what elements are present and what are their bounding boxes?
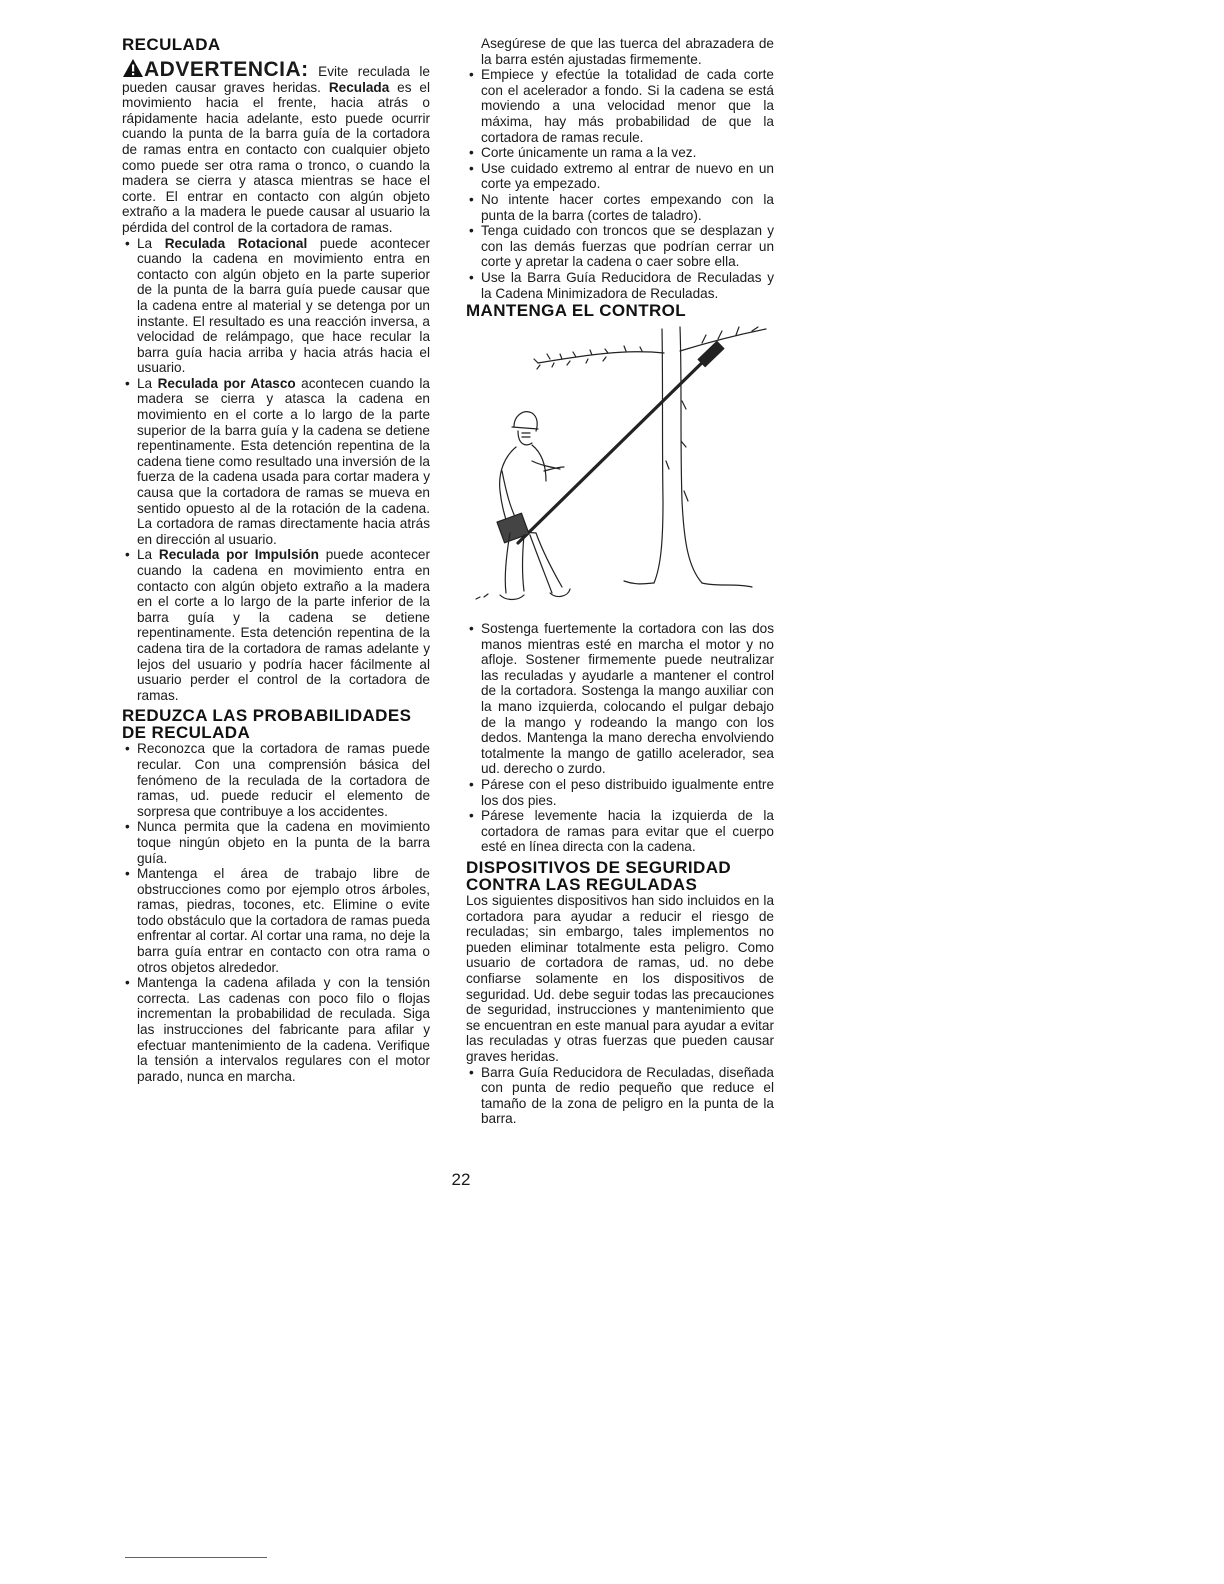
- right-column: [466, 36, 774, 1127]
- continuation-text: Asegúrese de que las tuerca del abrazadera de la barra estén ajustadas firmemente.: [481, 36, 774, 67]
- dispositivos-list: [466, 1065, 774, 1127]
- advertencia-rest: es el movimiento hacia el frente, hacia atrás o rápidamente hacia adelante, esto puede ocurrir cuando la punta de la barra guía de la cortadora de ramas entra en contacto con cualquier objeto como puede ser otra rama o tronco, o cuando la madera se cierra y atasca mientras se hace el corte. El entrar en contacto con algún objeto extraño a la madera le puede causar al usuario la pérdida del control de la cortadora de ramas.: [122, 79, 430, 235]
- list-item: • Corte únicamente un rama a la vez.: [466, 145, 774, 161]
- heading-reculada: RECULADA: [122, 35, 221, 54]
- term-reculada-impulsion: Reculada por Impulsión: [158, 547, 319, 563]
- advertencia-bold: Reculada: [328, 79, 390, 95]
- advertencia-intro: Evite reculada le pueden causar graves heridas.: [122, 64, 430, 95]
- list-item: • Use cuidado extremo al entrar de nuevo en un corte ya empezado.: [466, 161, 774, 192]
- heading-reduzca: REDUZCA LAS PROBABILIDADES DE RECULADA: [122, 706, 412, 743]
- page-number: 22: [451, 1170, 471, 1189]
- list-item: • No intente hacer cortes empexando con la punta de la barra (cortes de taladro).: [466, 192, 774, 223]
- dispositivos-paragraph: Los siguientes dispositivos han sido incluidos en la cortadora para ayudar a reducir el riesgo de reculadas; sin embargo, tales implementos no pueden eliminar totalmente esta peligro. Como usuario de cortadora de ramas, ud. no debe confiarse solamente en los dispositivos de seguridad. Ud. debe seguir todas las precauciones de seguridad, instrucciones y mantenimiento que se encuentran en este manual para ayudar a evitar las reculadas y otras fuerzas que pueden causar graves heridas.: [466, 893, 774, 1064]
- list-item: • Barra Guía Reducidora de Reculadas, diseñada con punta de redio pequeño que reduce el tamaño de la zona de peligro en la punta de la barra.: [466, 1065, 774, 1127]
- left-column: [122, 36, 430, 1084]
- list-item: • Reconozca que la cortadora de ramas puede recular. Con una comprensión básica del fenómeno de la reculada de la cortadora de ramas, ud. puede reducir el elemento de sorpresa que contribuye a los accidentes.: [122, 741, 430, 819]
- list-item: • Sostenga fuertemente la cortadora con las dos manos mientras esté en marcha el motor y no afloje. Sostener firmemente puede neutralizar las reculadas y ayudarle a mantener el control de la cortadora. Sostenga la mango auxiliar con la mano izquierda, colocando el pulgar debajo de la mango y rodeando la mango con los dedos. Mantenga la mano derecha envolviendo totalmente la mango de gatillo acelerador, sea ud. derecho o zurdo.: [466, 621, 774, 777]
- footer-rule: [125, 1557, 267, 1558]
- reduce-kickback-list-continued: [466, 67, 774, 301]
- list-item: • Párese levemente hacia la izquierda de la cortadora de ramas para evitar que el cuerpo esté en línea directa con la cadena.: [466, 808, 774, 855]
- list-item: • La Reculada por Atasco acontecen cuando la madera se cierra y atasca la cadena en movimiento en el corte a lo largo de la parte superior de la barra guía y la cadena se detiene repentinamente. Esta detención repentina de la cadena tiene como resultado una inversión de la fuerza de la cadena usada para cortar madera y causa que la cortadora de ramas se mueva en sentido opuesto al de la rotación de la cadena. La cortadora de ramas directamente hacia atrás en dirección al usuario.: [122, 376, 430, 548]
- list-item: • Empiece y efectúe la totalidad de cada corte con el acelerador a fondo. Si la cadena se está moviendo a una velocidad menor que la máxima, hay más probabilidad de que la cortadora de ramas recule.: [466, 67, 774, 145]
- list-item: • Tenga cuidado con troncos que se desplazan y con las demás fuerzas que podrían cerrar un corte y apretar la cadena o caer sobre ella.: [466, 223, 774, 270]
- heading-dispositivos: DISPOSITIVOS DE SEGURIDAD CONTRA LAS REGULADAS: [466, 858, 732, 894]
- term-reculada-rotacional: Reculada Rotacional: [164, 235, 308, 251]
- control-list: [466, 621, 774, 855]
- reduce-kickback-list: [122, 741, 430, 1084]
- advertencia-label: ADVERTENCIA:: [144, 58, 309, 81]
- term-reculada-atasco: Reculada por Atasco: [157, 375, 296, 391]
- pole-saw-operator-illustration: [466, 321, 774, 621]
- advertencia-paragraph: [122, 58, 430, 236]
- kickback-types-list: [122, 236, 430, 704]
- list-item: • Use la Barra Guía Reducidora de Reculadas y la Cadena Minimizadora de Reculadas.: [466, 270, 774, 301]
- list-item: • La Reculada por Impulsión puede acontecer cuando la cadena en movimiento entra en contacto con algún objeto extraño a la madera en el corte a lo largo de la parte inferior de la barra guía y la cadena se detiene repentinamente. Esta detención repentina de la cadena tira de la cortadora de ramas adelante y lejos del usuario y podría hacer fácilmente al usuario perder el control de la cortadora de ramas.: [122, 547, 430, 703]
- list-item: • Nunca permita que la cadena en movimiento toque ningún objeto en la punta de la barra guía.: [122, 819, 430, 866]
- list-item: • La Reculada Rotacional puede acontecer cuando la cadena en movimiento entra en contacto con algún objeto en la parte superior de la punta de la barra guía puede causar que la cadena entre al material y se detenga por un instante. El resultado es una reacción inversa, a velocidad de relámpago, que hace recular la barra guía hacia arriba y hacia atrás hacia el usuario.: [122, 236, 430, 376]
- list-item: • Párese con el peso distribuido igualmente entre los dos pies.: [466, 777, 774, 808]
- list-item: • Mantenga el área de trabajo libre de obstrucciones como por ejemplo otros árboles, ramas, piedras, tocones, etc. Elimine o evite todo obstáculo que la cortadora de ramas pueda enfrentar al cortar. Al cortar una rama, no deje la barra guía entrar en contacto con otra rama o otros objetos alrededor.: [122, 866, 430, 975]
- list-item: • Mantenga la cadena afilada y con la tensión correcta. Las cadenas con poco filo o flojas incrementan la probabilidad de reculada. Siga las instrucciones del fabricante para afilar y efectuar mantenimiento de la cadena. Verifique la tensión a intervalos regulares con el motor parado, nunca en marcha.: [122, 975, 430, 1084]
- heading-mantenga: MANTENGA EL CONTROL: [466, 301, 687, 321]
- warning-triangle-icon: [122, 58, 144, 78]
